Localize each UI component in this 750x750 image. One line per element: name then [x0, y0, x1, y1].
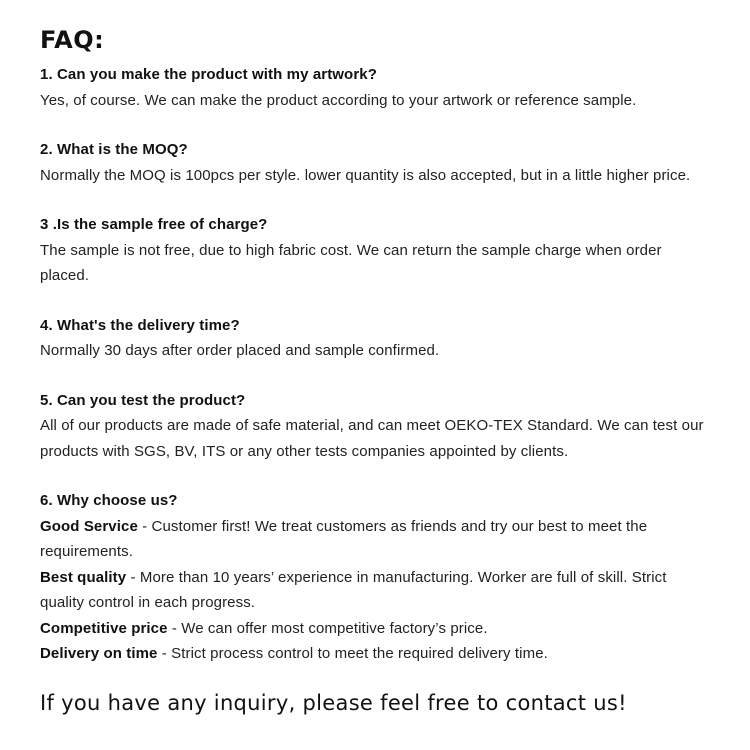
reason-label: Competitive price — [40, 619, 168, 637]
faq-question: 1. Can you make the product with my artwork? — [40, 66, 377, 83]
faq-answer: All of our products are made of safe material, and can meet OEKO-TEX Standard. We can test our products with SGS, BV, ITS or any other tests companies appointed by clients. — [40, 417, 704, 460]
faq-item-4 — [40, 313, 712, 364]
faq-item-3 — [40, 212, 712, 289]
faq-answer: The sample is not free, due to high fabric cost. We can return the sample charge when order placed. — [40, 241, 662, 284]
reason-competitive-price — [40, 616, 712, 642]
reason-label: Good Service — [40, 517, 138, 535]
faq-question: 5. Can you test the product? — [40, 391, 246, 409]
faq-question: 2. What is the MOQ? — [40, 141, 188, 158]
faq-question: 3 .Is the sample free of charge? — [40, 216, 268, 233]
faq-item-5 — [40, 388, 712, 465]
page-title: FAQ: — [40, 26, 105, 54]
faq-item-6 — [40, 488, 712, 667]
reason-text: - We can offer most competitive factory’s price. — [167, 619, 488, 637]
faq-item-1 — [40, 62, 712, 113]
reason-text: - More than 10 years’ experience in manufacturing. Worker are full of skill. Strict quality control in each progress. — [40, 568, 667, 611]
faq-answer: Normally 30 days after order placed and sample confirmed. — [40, 342, 440, 359]
reason-good-service — [40, 514, 712, 565]
faq-question: 4. What's the delivery time? — [40, 316, 240, 334]
reason-text: - Customer first! We treat customers as friends and try our best to meet the requirements. — [40, 517, 648, 560]
reason-text: - Strict process control to meet the required delivery time. — [157, 645, 548, 662]
reason-label: Delivery on time — [40, 645, 158, 662]
reason-delivery-on-time — [40, 641, 712, 667]
faq-question: 6. Why choose us? — [40, 492, 178, 509]
faq-answer: Normally the MOQ is 100pcs per style. lower quantity is also accepted, but in a little higher price. — [40, 166, 691, 184]
faq-answer: Yes, of course. We can make the product according to your artwork or reference sample. — [40, 91, 637, 109]
reason-label: Best quality — [40, 568, 127, 586]
reason-best-quality — [40, 565, 712, 616]
contact-note: If you have any inquiry, please feel free to contact us! — [40, 690, 627, 715]
faq-item-2 — [40, 137, 712, 188]
